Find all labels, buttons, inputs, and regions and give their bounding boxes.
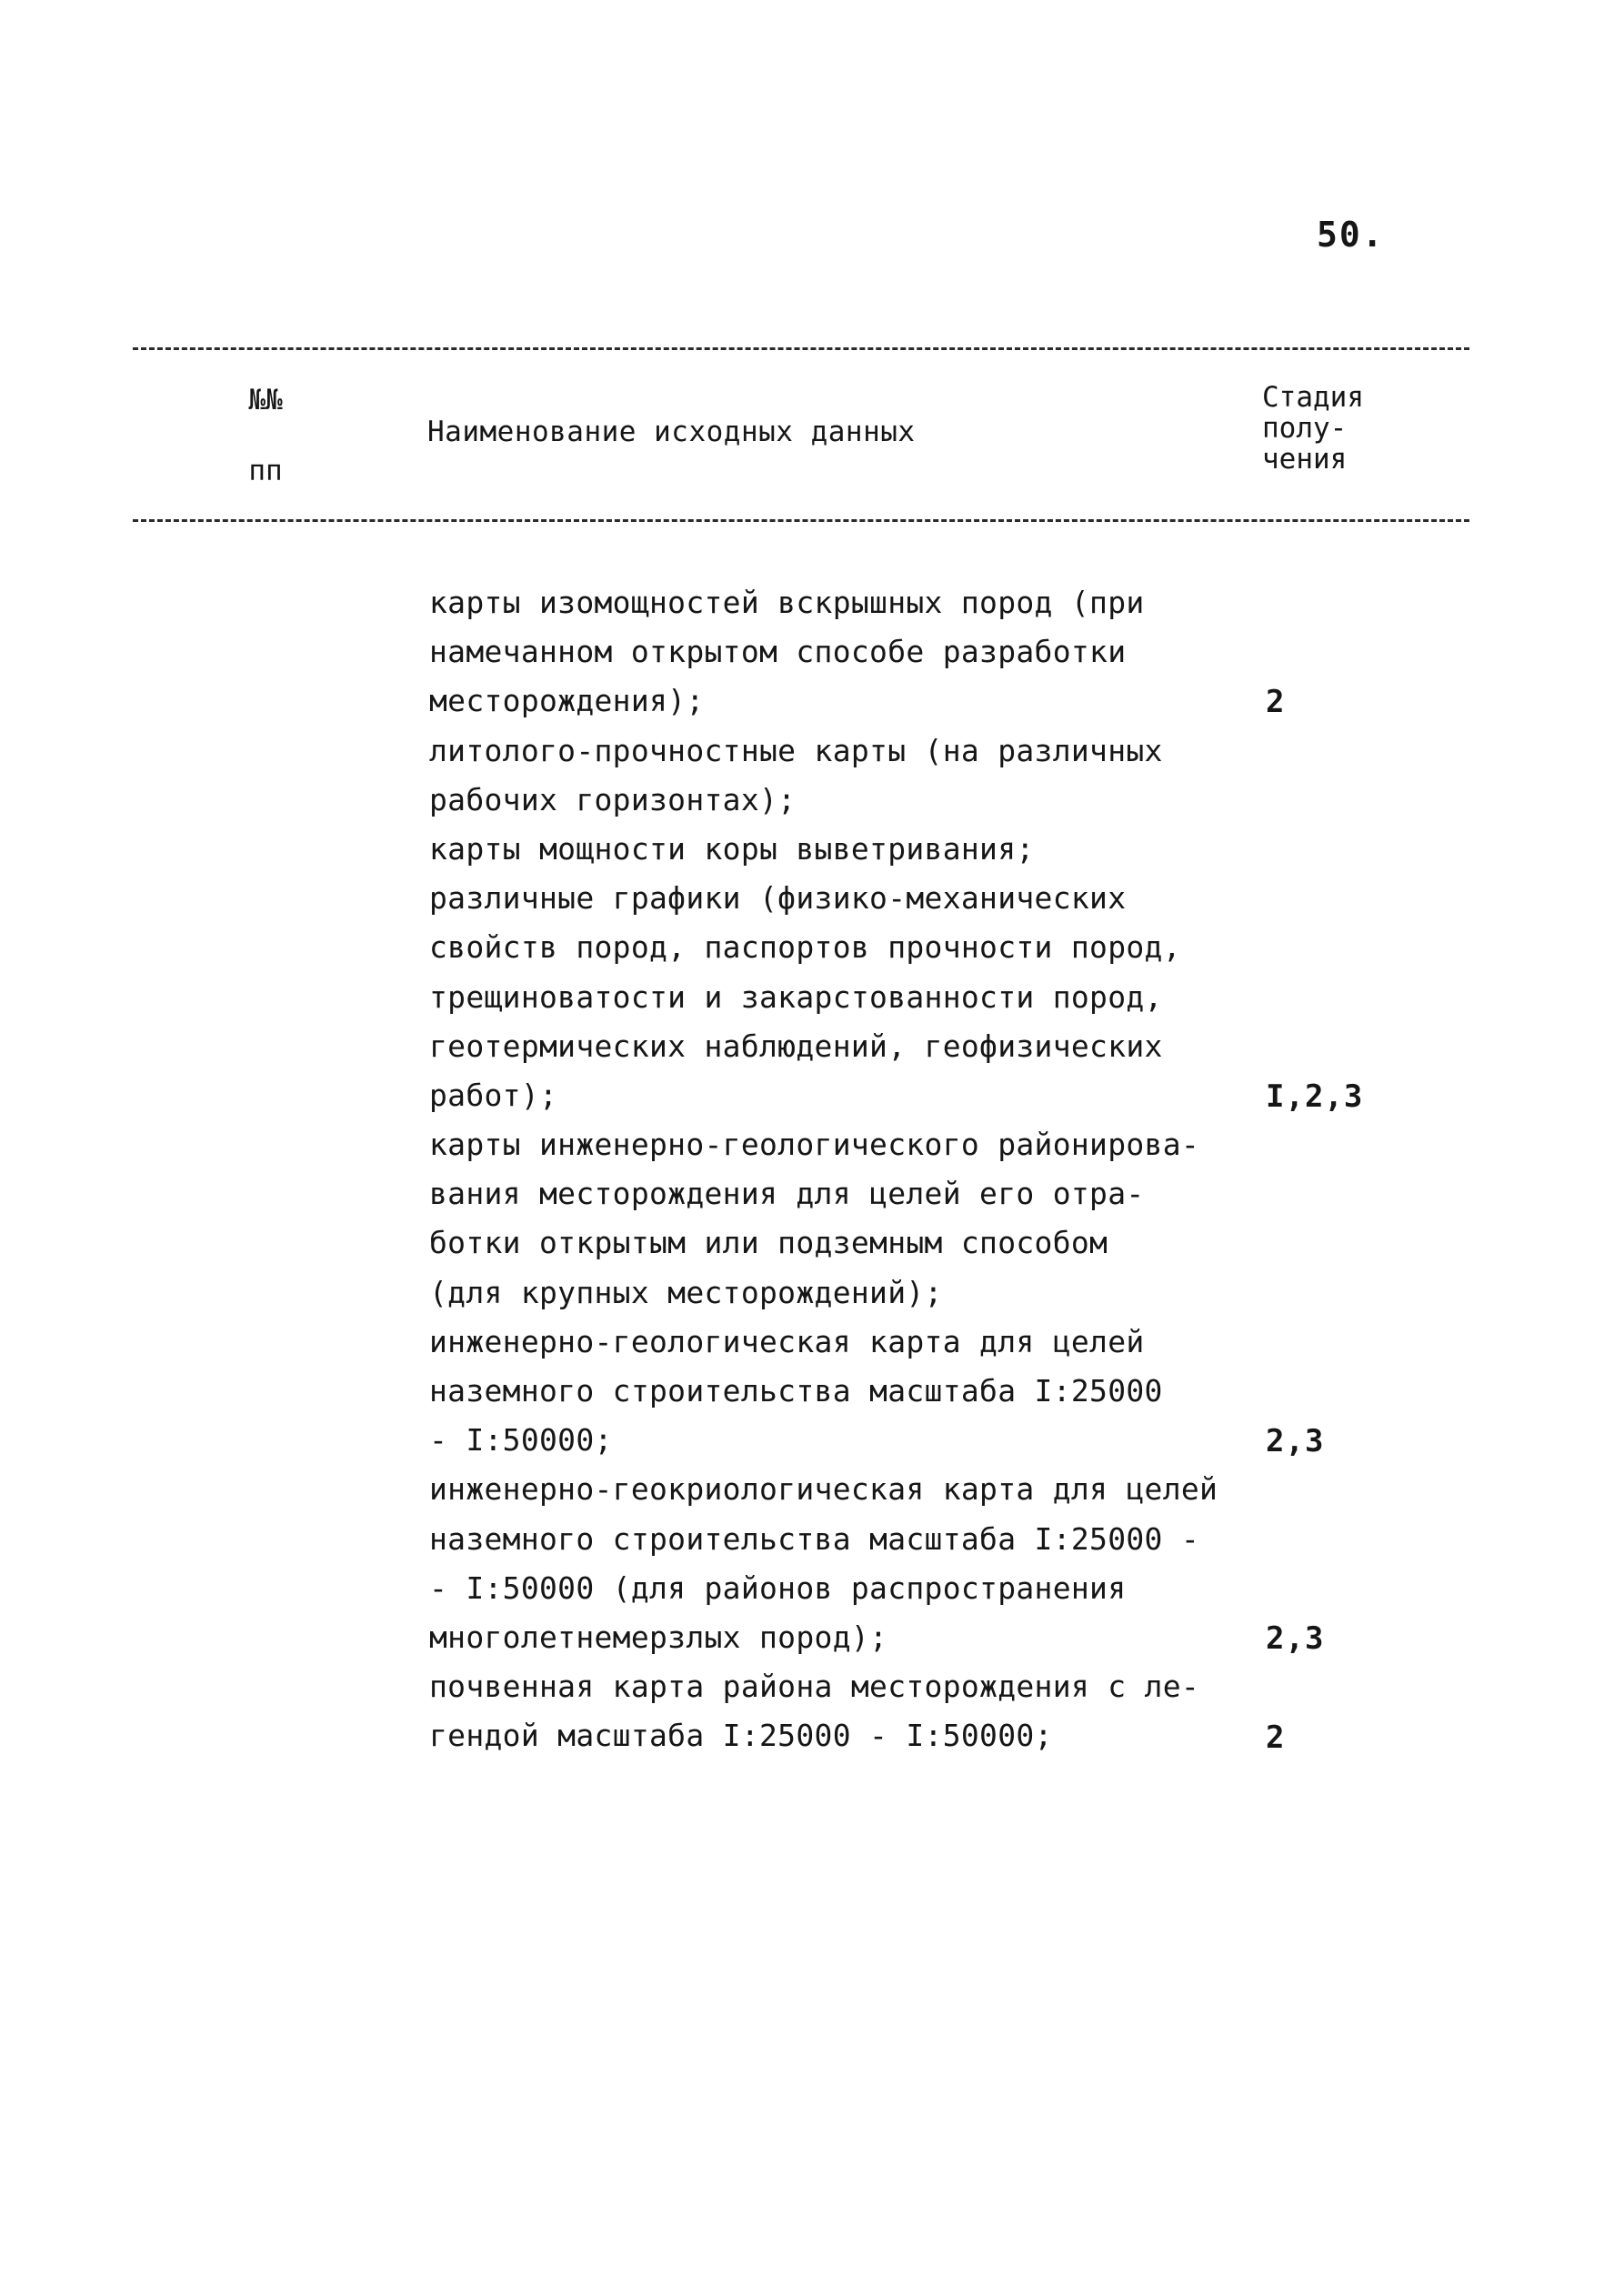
column-header-stage-line-1: Стадия — [1262, 381, 1364, 414]
text-line: (для крупных месторождений); — [429, 1274, 943, 1310]
text-line: гендой масштаба I:25000 - I:50000; — [429, 1718, 1053, 1754]
column-header-number-line-1: №№ — [248, 384, 283, 416]
page-number: 50. — [1317, 215, 1385, 255]
text-line: ботки открытым или подземным способом — [429, 1225, 1108, 1261]
text-line: - I:50000 (для районов распространения — [429, 1569, 1127, 1606]
table-header-top-rule — [133, 347, 1469, 350]
column-header-number — [238, 382, 293, 489]
text-line: почвенная карта района месторождения с ле- — [429, 1669, 1200, 1705]
text-line: литолого-прочностные карты (на различных — [429, 732, 1163, 768]
stage-value: 2,3 — [1266, 1620, 1325, 1658]
text-line: свойств пород, паспортов прочности пород, — [429, 929, 1181, 966]
text-line: - I:50000; — [429, 1422, 613, 1459]
text-line: наземного строительства масштаба I:25000 — [429, 1373, 1163, 1409]
column-header-stage-line-3: чения — [1262, 443, 1348, 476]
text-line: карты инженерно-геологического районирова- — [429, 1127, 1200, 1163]
table-header-bottom-rule — [133, 519, 1469, 522]
stage-value: 2 — [1266, 1719, 1286, 1756]
text-line: наземного строительства масштаба I:25000 - — [429, 1520, 1200, 1557]
text-line: трещиноватости и закарстованности пород, — [429, 978, 1163, 1015]
text-line: месторождения); — [429, 683, 705, 719]
text-line: вания месторождения для целей его отра- — [429, 1176, 1145, 1212]
column-header-stage — [1262, 382, 1364, 475]
text-line: инженерно-геологическая карта для целей — [429, 1323, 1145, 1359]
text-line: карты мощности коры выветривания; — [429, 830, 1035, 867]
column-header-number-line-2: пп — [248, 455, 283, 487]
text-line: рабочих горизонтах); — [429, 781, 797, 817]
text-line: многолетнемерзлых пород); — [429, 1619, 888, 1655]
text-line: различные графики (физико-механических — [429, 880, 1127, 917]
text-line: инженерно-геокриологическая карта для целей — [429, 1471, 1218, 1508]
stage-value: 2,3 — [1266, 1423, 1325, 1460]
text-line: карты изомощностей вскрышных пород (при — [429, 585, 1145, 620]
stage-value: I,2,3 — [1266, 1078, 1364, 1115]
column-header-stage-line-2: полу- — [1262, 412, 1348, 445]
text-line: геотермических наблюдений, геофизических — [429, 1028, 1163, 1064]
text-line: работ); — [429, 1077, 558, 1113]
data-name-column — [429, 578, 1248, 1761]
text-line: намечанном открытом способе разработки — [429, 634, 1127, 670]
column-header-name: Наименование исходных данных — [427, 416, 916, 448]
stage-value: 2 — [1266, 684, 1286, 721]
